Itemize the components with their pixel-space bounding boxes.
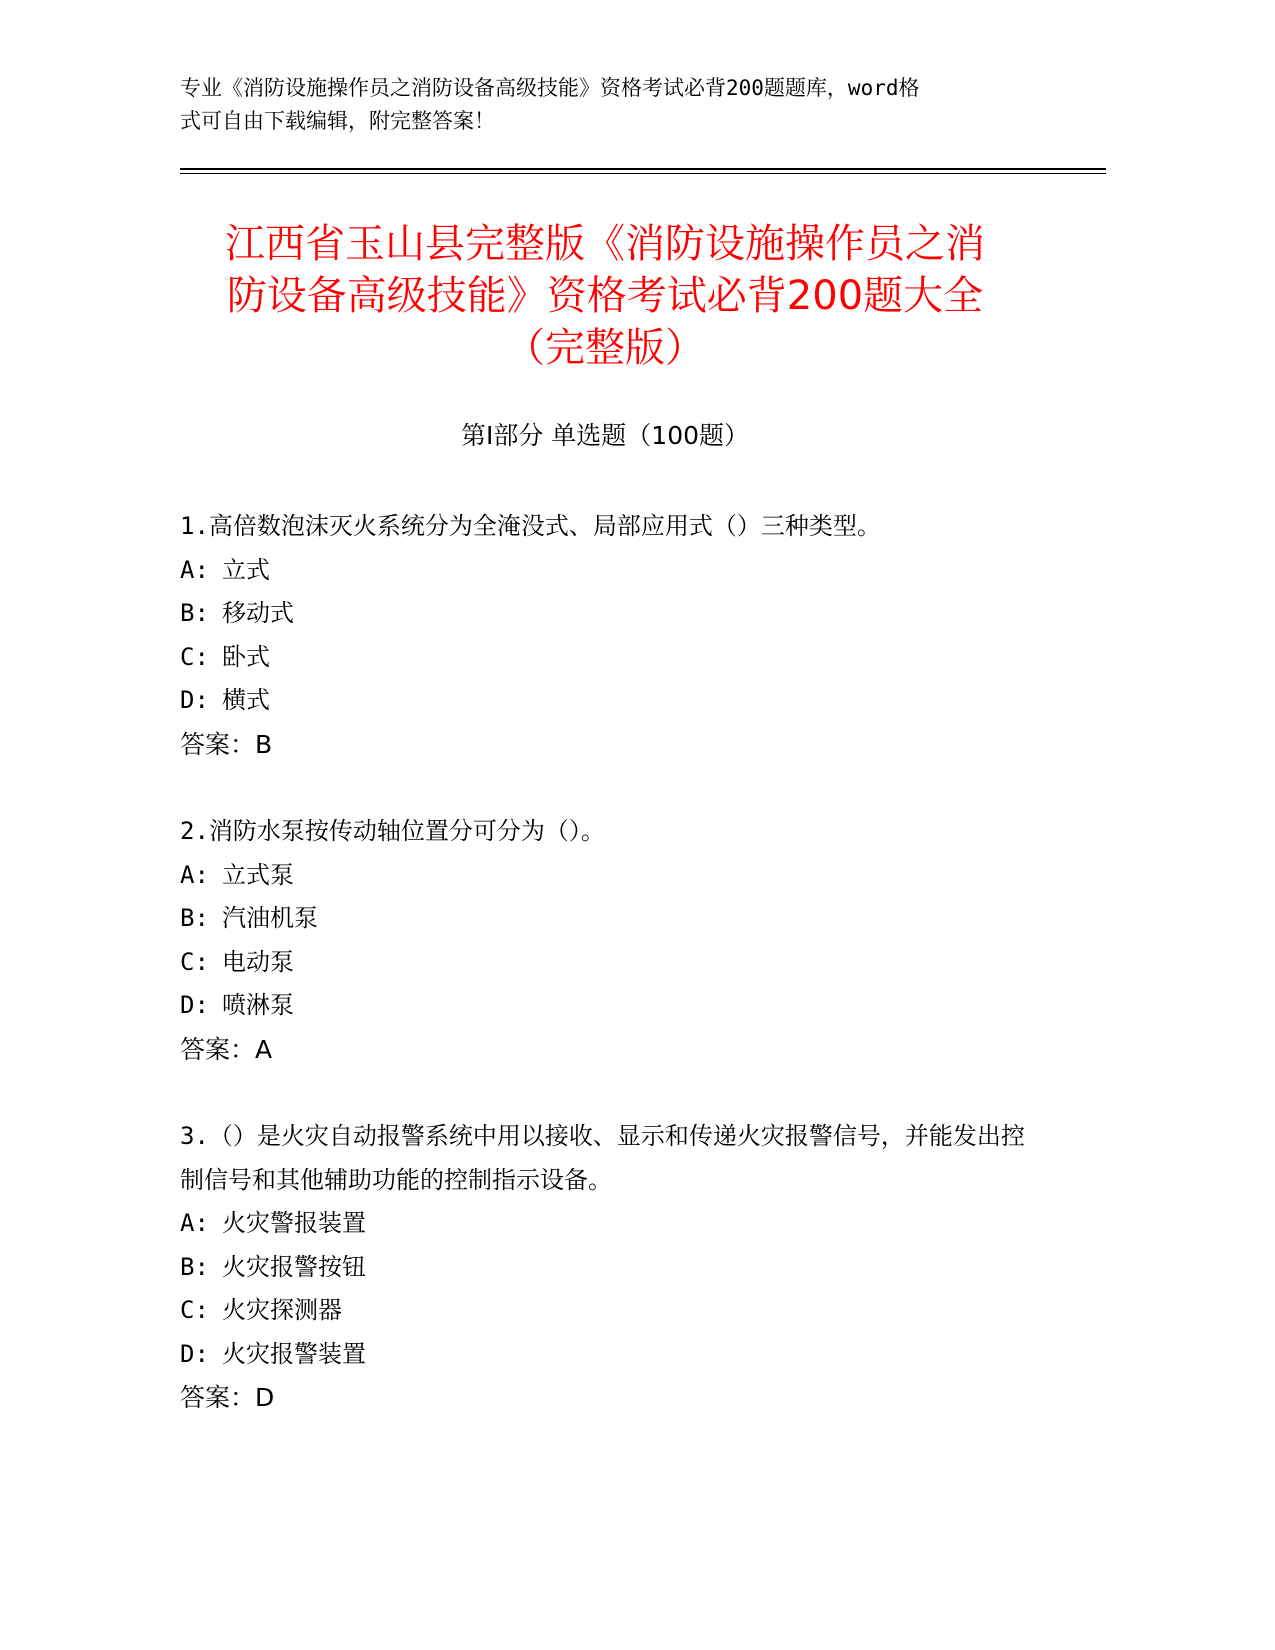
question-text: 1.高倍数泡沫灭火系统分为全淹没式、局部应用式（）三种类型。 xyxy=(180,512,881,540)
answer-line: 答案：B xyxy=(180,729,273,759)
option-letter: B: xyxy=(180,599,209,627)
option-a xyxy=(180,1202,1030,1246)
option-text: 立式 xyxy=(222,555,270,584)
option-text: 横式 xyxy=(222,686,270,714)
option-text: 汽油机泵 xyxy=(222,904,318,932)
question-text: 3.（）是火灾自动报警系统中用以接收、显示和传递火灾报警信号，并能发出控制信号和其他辅助功能的控制指示设备。 xyxy=(180,1122,1025,1194)
intro-line-2: 式可自由下载编辑，附完整答案！ xyxy=(180,109,495,133)
option-letter: C: xyxy=(180,1296,209,1324)
option-letter: A: xyxy=(180,555,209,584)
option-text: 卧式 xyxy=(222,642,270,671)
answer-line: 答案：D xyxy=(180,1383,275,1412)
option-letter: A: xyxy=(180,860,209,889)
question-text: 2.消防水泵按传动轴位置分可分为（）。 xyxy=(180,817,605,845)
question-item xyxy=(180,505,1030,766)
document-title xyxy=(170,218,1040,374)
option-d xyxy=(180,679,1030,723)
question-item xyxy=(180,1115,1030,1420)
option-c xyxy=(180,1289,1030,1333)
option-d xyxy=(180,984,1030,1028)
option-letter: C: xyxy=(180,947,209,976)
option-letter: D: xyxy=(180,991,209,1019)
option-text: 移动式 xyxy=(222,599,294,627)
option-letter: C: xyxy=(180,642,209,671)
option-text: 火灾探测器 xyxy=(222,1296,342,1324)
section-heading: 第Ⅰ部分 单选题（100题） xyxy=(460,421,750,450)
header-divider-thin xyxy=(180,173,1106,174)
question-list xyxy=(180,505,1030,1464)
option-text: 立式泵 xyxy=(222,860,294,889)
question-item xyxy=(180,810,1030,1071)
title-line-2: 防设备高级技能》资格考试必背200题大全 xyxy=(226,273,984,319)
intro-line-1: 专业《消防设施操作员之消防设备高级技能》资格考试必背200题题库，word格 xyxy=(180,76,920,100)
title-line-1: 江西省玉山县完整版《消防设施操作员之消 xyxy=(225,221,985,267)
option-b xyxy=(180,1246,1030,1290)
option-c xyxy=(180,636,1030,680)
title-line-3: （完整版） xyxy=(505,325,705,371)
option-a xyxy=(180,549,1030,593)
option-letter: D: xyxy=(180,686,209,714)
option-c xyxy=(180,941,1030,985)
answer-line: 答案：A xyxy=(180,1034,273,1064)
option-b xyxy=(180,897,1030,941)
header-divider-thick xyxy=(180,168,1106,170)
option-d xyxy=(180,1333,1030,1377)
option-text: 喷淋泵 xyxy=(222,991,294,1019)
option-letter: D: xyxy=(180,1339,209,1368)
option-letter: B: xyxy=(180,1252,209,1281)
intro-paragraph xyxy=(180,72,1030,138)
option-text: 电动泵 xyxy=(222,947,294,976)
option-letter: B: xyxy=(180,904,209,932)
option-text: 火灾警报装置 xyxy=(222,1209,366,1237)
option-b xyxy=(180,592,1030,636)
option-text: 火灾报警按钮 xyxy=(222,1252,366,1281)
option-a xyxy=(180,854,1030,898)
option-letter: A: xyxy=(180,1209,209,1237)
option-text: 火灾报警装置 xyxy=(222,1339,366,1368)
